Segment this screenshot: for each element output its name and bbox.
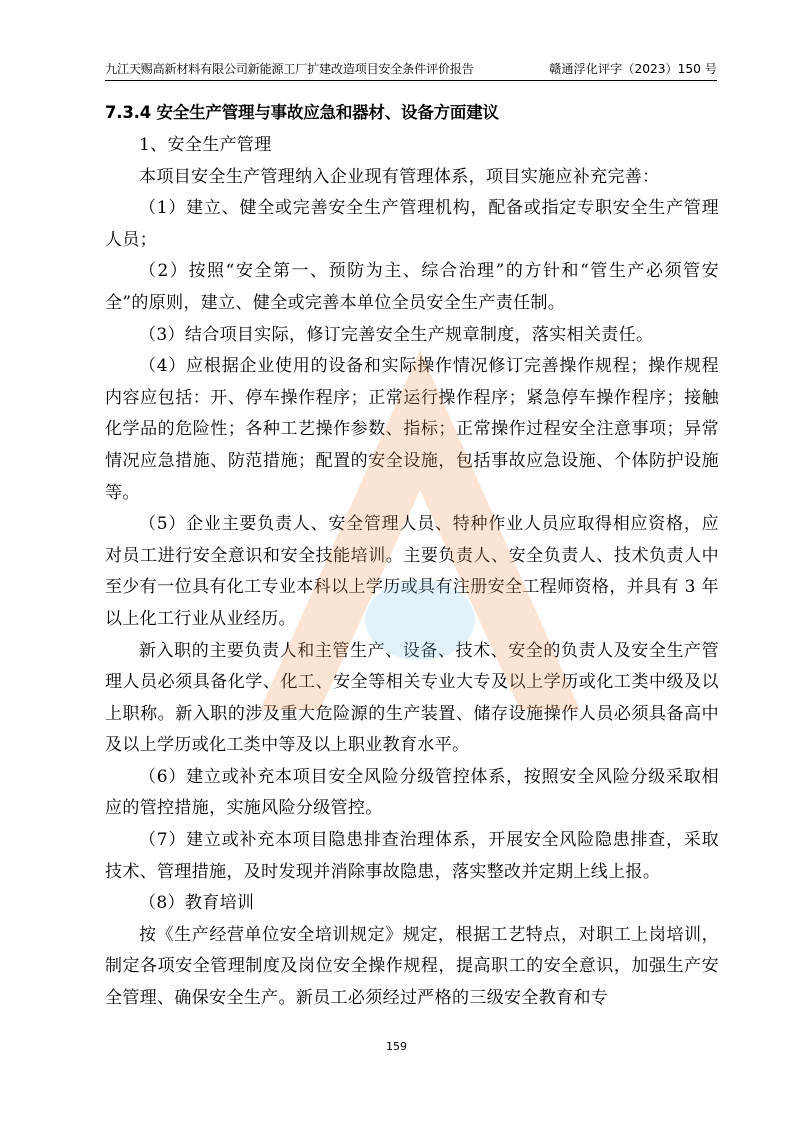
paragraph-item-8: （8）教育培训 (139, 893, 255, 914)
paragraph-item-1: （1）建立、健全或完善安全生产管理机构，配备或指定专职安全生产管理人员； (105, 198, 719, 250)
page-header (105, 58, 717, 81)
paragraph-safety-management-heading: 1、安全生产管理 (139, 135, 272, 155)
section-heading: 7.3.4 安全生产管理与事故应急和器材、设备方面建议 (105, 103, 499, 122)
paragraph-item-7: （7）建立或补充本项目隐患排查治理体系，开展安全风险隐患排查，采取技术、管理措施，及时发现并消除事故隐患，落实整改并定期上线上报。 (105, 830, 719, 882)
header-report-number: 赣通浮化评字（2023）150 号 (549, 62, 717, 76)
paragraph-item-5: （5）企业主要负责人、安全管理人员、特种作业人员应取得相应资格，应对员工进行安全意识和安全技能培训。主要负责人、安全负责人、技术负责人中至少有一位具有化工专业本科以上学历或具有注册安全工程师资格，并具有 3 年以上化工行业从业经历。 (105, 514, 719, 629)
paragraph-item-3: （3）结合项目实际，修订完善安全生产规章制度，落实相关责任。 (139, 324, 654, 345)
body-text (105, 130, 719, 1015)
paragraph-item-4: （4）应根据企业使用的设备和实际操作情况修订完善操作规程；操作规程内容应包括：开、停车操作程序；正常运行操作程序；紧急停车操作程序；接触化学品的危险性；各种工艺操作参数、指标；正常操作过程安全注意事项；异常情况应急措施、防范措施；配置的安全设施，包括事故应急设施、个体防护设施等。 (105, 356, 719, 503)
paragraph-training: 按《生产经营单位安全培训规定》规定，根据工艺特点，对职工上岗培训，制定各项安全管理制度及岗位安全操作规程，提高职工的安全意识，加强生产安全管理、确保安全生产。新员工必须经过严格的三级安全教育和专 (105, 924, 719, 1009)
paragraph-new-hire: 新入职的主要负责人和主管生产、设备、技术、安全的负责人及安全生产管理人员必须具备化学、化工、安全等相关专业大专及以上学历或化工类中级及以上职称。新入职的涉及重大危险源的生产装置、储存设施操作人员必须具备高中及以上学历或化工类中等及以上职业教育水平。 (105, 640, 719, 756)
paragraph-intro: 本项目安全生产管理纳入企业现有管理体系，项目实施应补充完善： (139, 166, 660, 187)
page-number: 159 (386, 1040, 407, 1053)
paragraph-item-6: （6）建立或补充本项目安全风险分级管控体系，按照安全风险分级采取相应的管控措施，实施风险分级管控。 (105, 766, 719, 819)
paragraph-item-2: （2）按照“安全第一、预防为主、综合治理”的方针和“管生产必须管安全”的原则，建立、健全或完善本单位全员安全生产责任制。 (105, 261, 719, 313)
page-footer (0, 1040, 793, 1053)
header-report-title: 九江天赐高新材料有限公司新能源工厂扩建改造项目安全条件评价报告 (105, 62, 474, 76)
